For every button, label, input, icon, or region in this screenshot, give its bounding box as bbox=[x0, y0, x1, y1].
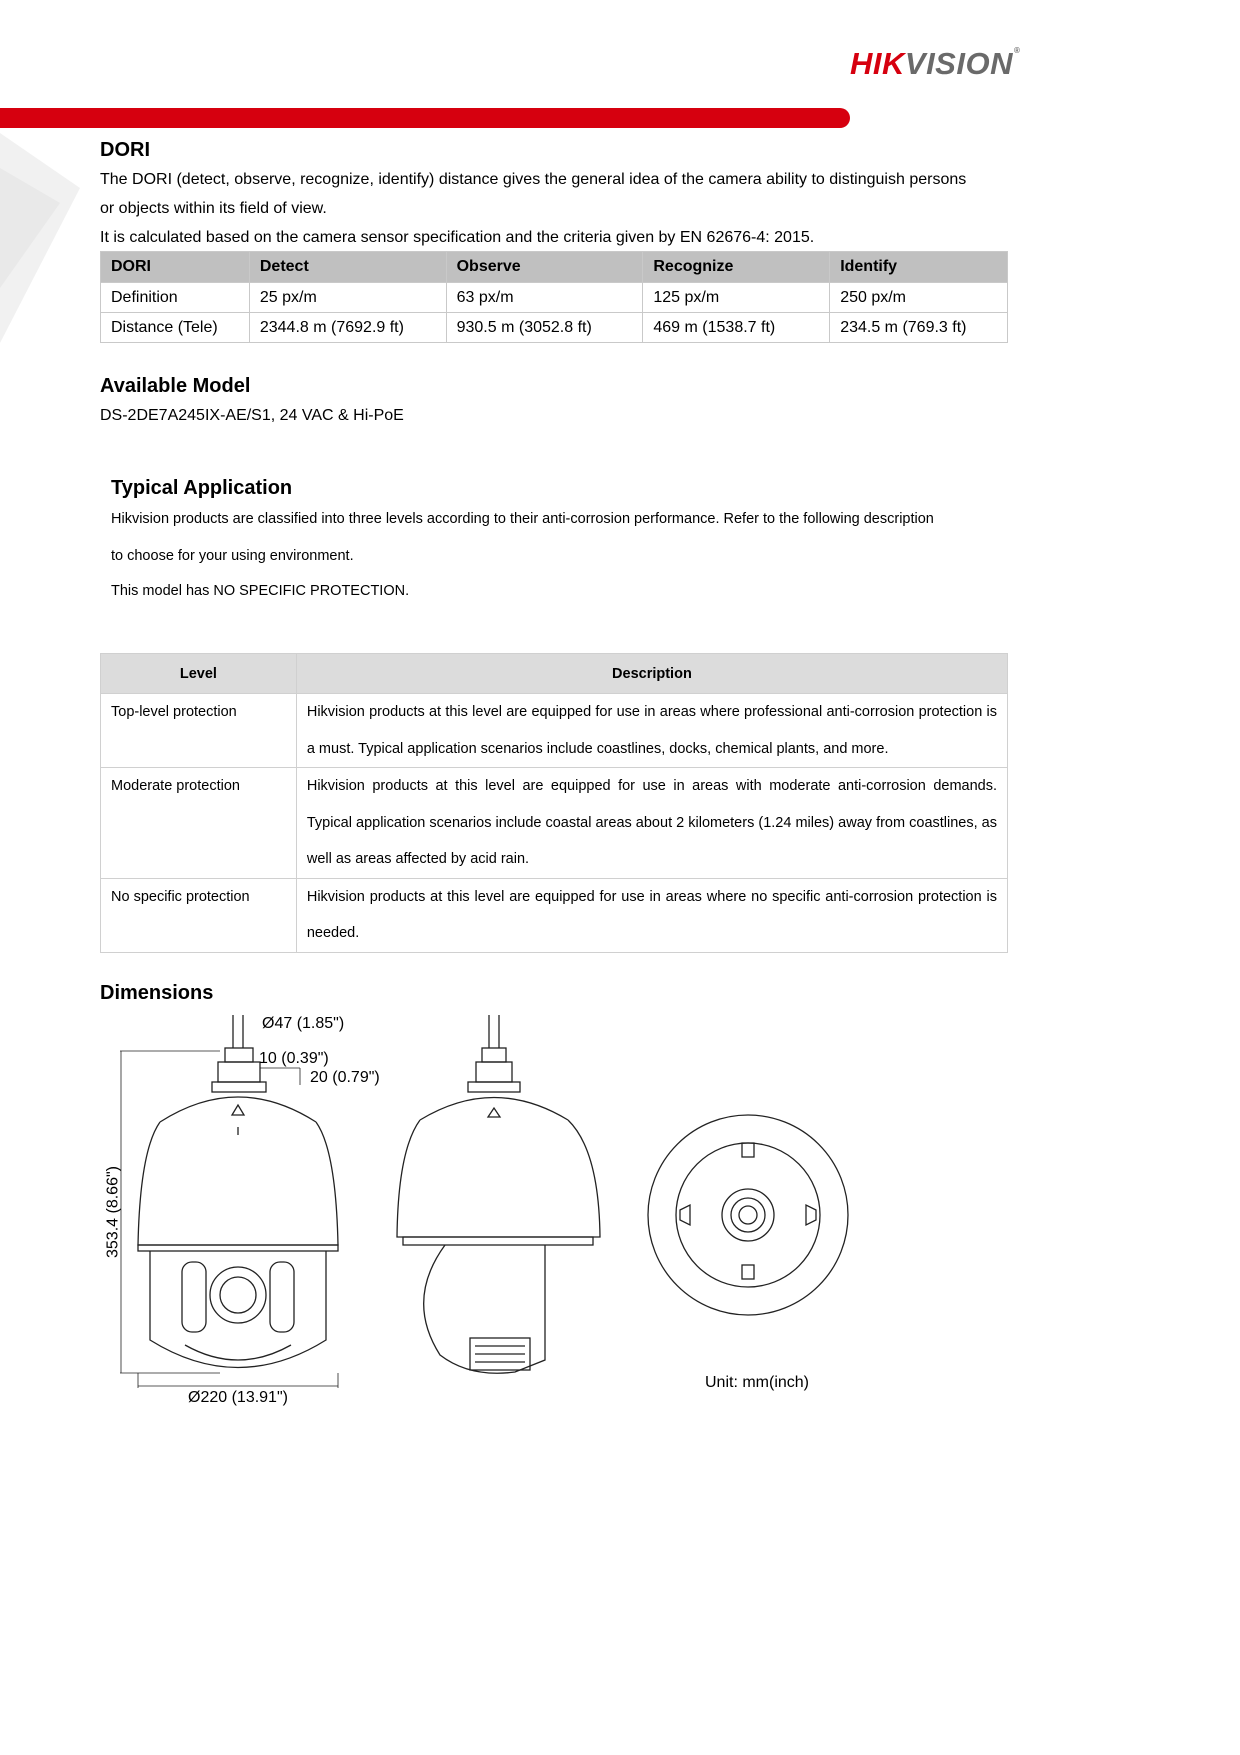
hikvision-logo: HIKVISION® bbox=[850, 46, 1021, 81]
description-cell: Hikvision products at this level are equipped for use in areas with moderate anti-corrosion demands. Typical application scenarios include coastal areas about 2 kilometers (1.24 miles) away from coastlines, as well as areas affected by acid rain. bbox=[296, 768, 1007, 879]
dori-col-header: Observe bbox=[446, 252, 643, 283]
level-cell: No specific protection bbox=[101, 878, 297, 952]
dim-nut-height: 10 (0.39") bbox=[259, 1050, 329, 1067]
dori-heading: DORI bbox=[100, 139, 150, 161]
table-cell: Distance (Tele) bbox=[101, 313, 250, 343]
description-cell: Hikvision products at this level are equipped for use in areas where professional anti-corrosion protection is a must. Typical application scenarios include coastlines, docks, chemical plants, and more. bbox=[296, 694, 1007, 768]
table-cell: 234.5 m (769.3 ft) bbox=[830, 313, 1008, 343]
typical-application-heading: Typical Application bbox=[111, 477, 293, 499]
table-cell: 930.5 m (3052.8 ft) bbox=[446, 313, 643, 343]
table-cell: 63 px/m bbox=[446, 283, 643, 313]
table-cell: 469 m (1538.7 ft) bbox=[643, 313, 830, 343]
description-cell: Hikvision products at this level are equipped for use in areas where no specific anti-corrosion protection is needed. bbox=[296, 878, 1007, 952]
available-model-text: DS-2DE7A245IX-AE/S1, 24 VAC & Hi-PoE bbox=[100, 407, 404, 424]
dori-col-header: DORI bbox=[101, 252, 250, 283]
dim-mount-height: 20 (0.79") bbox=[310, 1069, 380, 1086]
dim-top-diameter: Ø47 (1.85") bbox=[262, 1015, 345, 1032]
dimensions-heading: Dimensions bbox=[100, 982, 214, 1004]
dori-intro-line-2: or objects within its field of view. bbox=[100, 200, 327, 217]
description-col-header: Description bbox=[296, 654, 1007, 694]
table-cell: 250 px/m bbox=[830, 283, 1008, 313]
level-cell: Moderate protection bbox=[101, 768, 297, 879]
dori-col-header: Recognize bbox=[643, 252, 830, 283]
application-line-3: This model has NO SPECIFIC PROTECTION. bbox=[111, 583, 410, 599]
dori-col-header: Identify bbox=[830, 252, 1008, 283]
level-cell: Top-level protection bbox=[101, 694, 297, 768]
table-cell: 2344.8 m (7692.9 ft) bbox=[249, 313, 446, 343]
dim-total-height: 353.4 (8.66") bbox=[104, 1166, 122, 1258]
application-line-2: to choose for your using environment. bbox=[111, 548, 354, 564]
dori-intro-line-3: It is calculated based on the camera sensor specification and the criteria given by EN 62676-4: 2015. bbox=[100, 229, 815, 246]
level-col-header: Level bbox=[101, 654, 297, 694]
table-cell: Definition bbox=[101, 283, 250, 313]
application-line-1: Hikvision products are classified into three levels according to their anti-corrosion performance. Refer to the following description bbox=[111, 511, 934, 527]
dori-col-header: Detect bbox=[249, 252, 446, 283]
table-cell: 125 px/m bbox=[643, 283, 830, 313]
dim-housing-diameter: Ø220 (13.91") bbox=[188, 1389, 288, 1406]
dori-intro-line-1: The DORI (detect, observe, recognize, identify) distance gives the general idea of the camera ability to distinguish persons bbox=[100, 171, 967, 188]
table-cell: 25 px/m bbox=[249, 283, 446, 313]
camera-side-view bbox=[397, 1015, 600, 1373]
camera-bottom-view bbox=[648, 1115, 848, 1315]
available-model-heading: Available Model bbox=[100, 375, 251, 397]
unit-label: Unit: mm(inch) bbox=[705, 1374, 810, 1391]
